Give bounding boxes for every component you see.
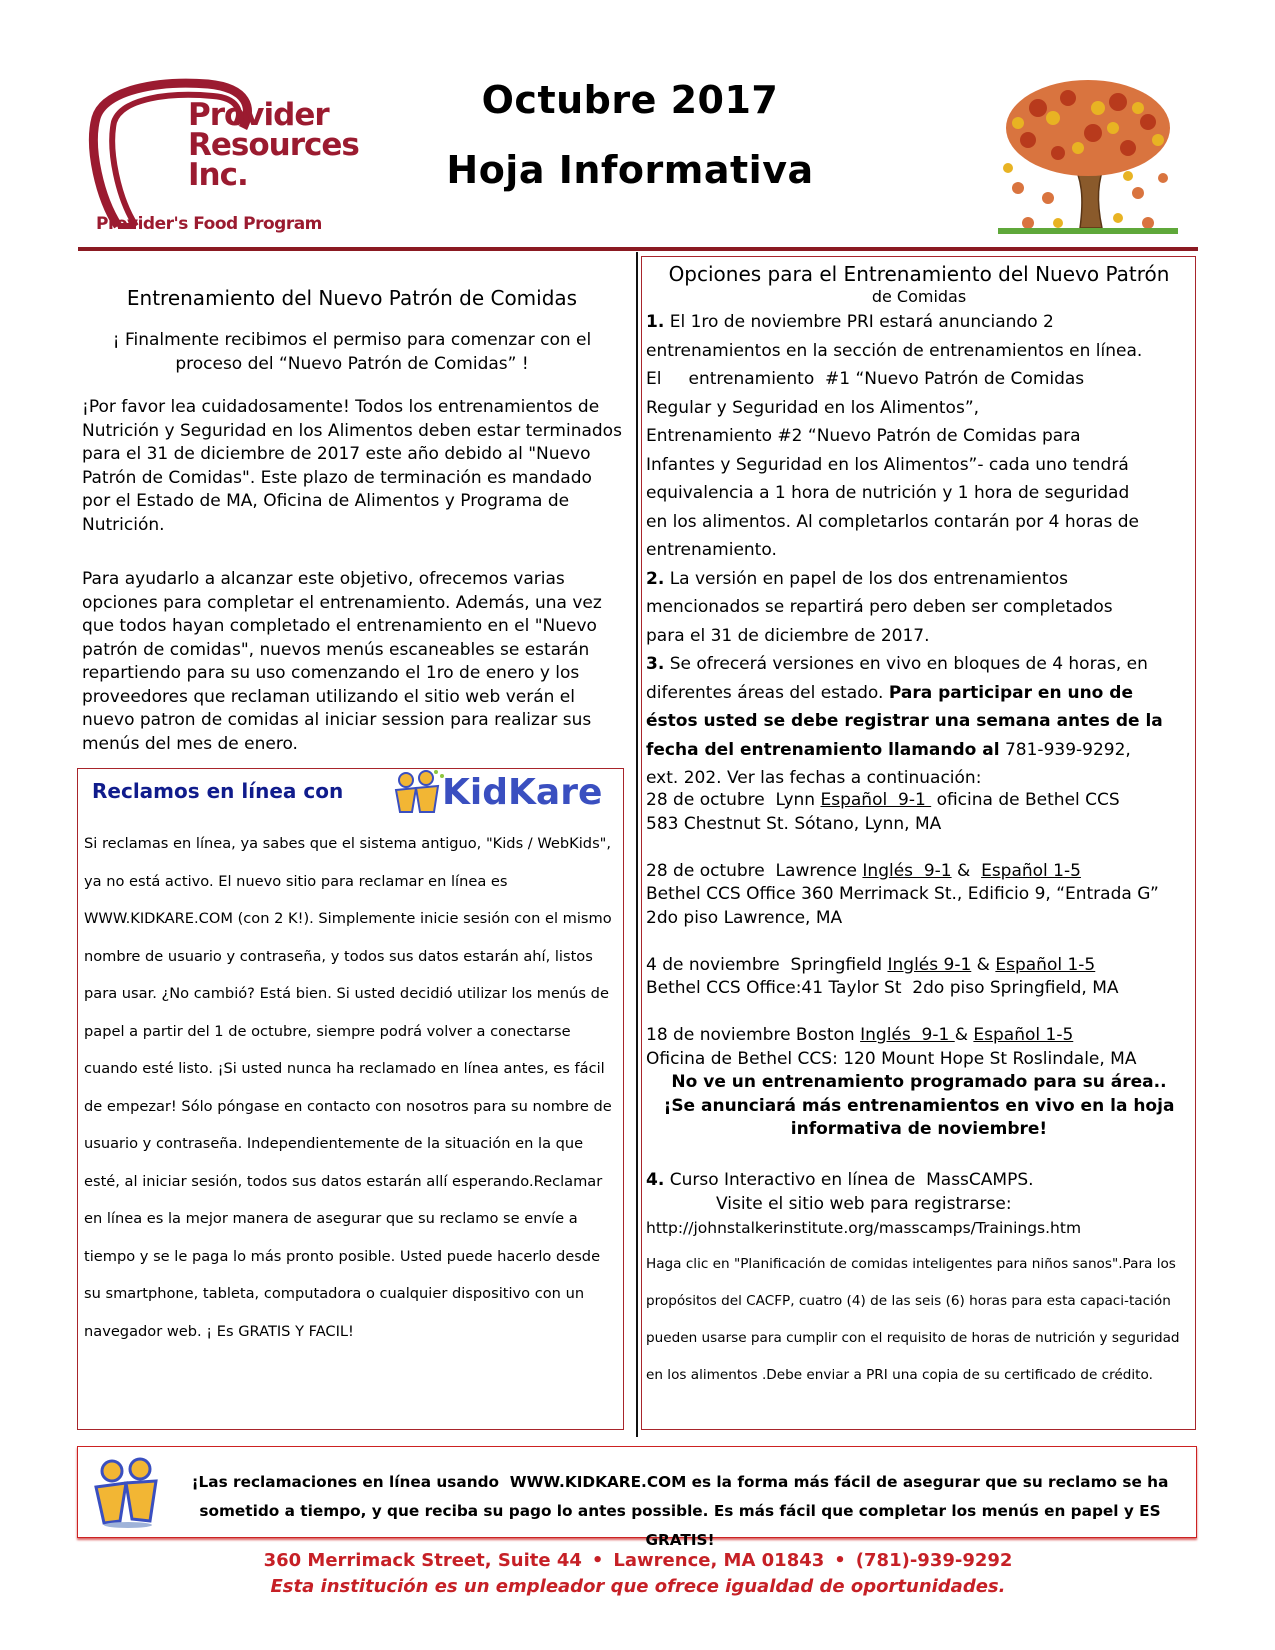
- option-text: diferentes áreas del estado.: [646, 682, 889, 703]
- option-text: Visite el sitio web para registrarse:: [716, 1194, 1012, 1214]
- logo-line-3: Inc.: [188, 157, 248, 193]
- option-text: Infantes y Seguridad en los Alimentos”- cada uno tendrá: [646, 454, 1129, 475]
- session-address: Bethel CCS Office 360 Merrimack St., Edificio 9, “Entrada G” 2do piso Lawrence, MA: [646, 884, 1170, 928]
- option-text: en los alimentos. Al completarlos contarán por 4 horas de: [646, 511, 1139, 532]
- masscamps-url-link[interactable]: http://johnstalkerinstitute.org/masscamps/Trainings.htm: [646, 1219, 1082, 1237]
- option-text: entrenamientos en la sección de entrenamientos en línea.: [646, 340, 1143, 361]
- left-intro: ¡ Finalmente recibimos el permiso para comenzar con el proceso del “Nuevo Patrón de Comidas” !: [112, 330, 592, 374]
- session-item: [646, 1024, 1192, 1071]
- session-language-link[interactable]: Español 1-5: [973, 1025, 1074, 1045]
- option-text: para el 31 de diciembre de 2017.: [646, 625, 930, 646]
- option-text: El entrenamiento #1 “Nuevo Patrón de Comidas: [646, 369, 1085, 389]
- left-paragraph-1: ¡Por favor lea cuidadosamente! Todos los entrenamientos de Nutrición y Seguridad en los Alimentos deben estar terminados para el 31 de diciembre de 2017 este año debido al "Nuevo Patrón de Comidas". Este plazo de terminación es mandado por el Estado de MA, Oficina de Alimentos y Programa de Nutrición.: [82, 397, 622, 535]
- session-date-city: 4 de noviembre Springfield: [646, 954, 888, 975]
- right-section-heading: Opciones para el Entrenamiento del Nuevo Patrón: [668, 262, 1170, 286]
- option-text: equivalencia a 1 hora de nutrición y 1 hora de seguridad: [646, 483, 1130, 503]
- training-options-list: [646, 308, 1192, 793]
- option-number: 4.: [646, 1170, 665, 1190]
- session-location: oficina de Bethel CCS: [931, 790, 1120, 810]
- right-section-heading-2: de Comidas: [871, 287, 967, 306]
- banner-line: sometido a tiempo, y que reciba su pago lo antes possible. Es más fácil que completar los menús en papel y ES GRATIS!: [199, 1502, 1161, 1549]
- session-item: [646, 789, 1192, 836]
- note-line: ¡Se anunciará más entrenamientos en vivo en la hoja: [663, 1095, 1175, 1116]
- session-address: 583 Chestnut St. Sótano, Lynn, MA: [646, 813, 942, 834]
- option-text: La versión en papel de los dos entrenamientos: [664, 568, 1068, 589]
- session-amp: &: [954, 1025, 974, 1045]
- schedule-note: [646, 1071, 1192, 1142]
- session-date-city: 28 de octubre Lawrence: [646, 860, 863, 881]
- session-language-link[interactable]: Inglés 9-1: [860, 1025, 955, 1045]
- session-date-city: 18 de noviembre Boston: [646, 1025, 861, 1045]
- session-address: Oficina de Bethel CCS: 120 Mount Hope St Roslindale, MA: [646, 1048, 1137, 1069]
- session-language-link[interactable]: Español 1-5: [995, 954, 1096, 975]
- left-paragraph-2: Para ayudarlo a alcanzar este objetivo, ofrecemos varias opciones para completar el entrenamiento. Además, una vez que todos hayan completado el entrenamiento en el "Nuevo patrón de comidas", nuevos menús escaneables se estarán repartiendo para su uso comenzando el 1ro de enero y los proveedores que reclaman utilizando el sitio web verán el nuevo patron de comidas al iniciar session para realizar sus menús del mes de enero.: [82, 569, 602, 754]
- option-3: [646, 650, 1192, 679]
- option-text: mencionados se repartirá pero deben ser completados: [646, 597, 1113, 617]
- option-number: 3.: [646, 654, 665, 674]
- session-language-link[interactable]: Español 9-1: [820, 790, 932, 810]
- kidkare-logo: [392, 768, 603, 818]
- session-address: Bethel CCS Office:41 Taylor St 2do piso Springfield, MA: [646, 978, 1119, 998]
- logo-line-1: Provider: [188, 97, 329, 133]
- session-amp: &: [971, 954, 996, 975]
- option-4: [646, 1168, 1192, 1240]
- kidkare-title: Reclamos en línea con: [92, 779, 344, 803]
- option-text: entrenamiento.: [646, 540, 777, 560]
- footer-separator: •: [591, 1550, 604, 1571]
- option-text: ext. 202. Ver las fechas a continuación:: [646, 768, 982, 788]
- option-text-bold: éstos usted se debe registrar una semana antes de la: [646, 711, 1163, 731]
- kidkare-logo-text: KidKare: [442, 772, 603, 813]
- option-4-details: Haga clic en "Planificación de comidas inteligentes para niños sanos".Para los propósitos del CACFP, cuatro (4) de las seis (6) horas para esta capaci-tación pueden usarse para cumplir con el requisito de horas de nutrición y seguridad en los alimentos .Debe enviar a PRI una copia de su certificado de crédito.: [646, 1256, 1180, 1383]
- kidkare-kids-icon: [392, 770, 444, 816]
- option-text: Entrenamiento #2 “Nuevo Patrón de Comidas para: [646, 426, 1081, 446]
- logo-tagline: Provider's Food Program: [96, 214, 322, 234]
- option-1: [646, 308, 1192, 337]
- newsletter-title: Hoja Informativa: [446, 148, 814, 192]
- option-text-bold: Para participar en uno de: [888, 682, 1133, 703]
- note-line: No ve un entrenamiento programado para su área..: [671, 1072, 1167, 1092]
- footer-phone: (781)-939-9292: [855, 1550, 1013, 1571]
- kidkare-kids-icon: [92, 1457, 162, 1529]
- session-list: [646, 789, 1192, 1071]
- option-2: [646, 565, 1192, 594]
- banner-line: ¡Las reclamaciones en línea usando WWW.KIDKARE.COM es la forma más fácil de asegurar que su reclamo se ha: [191, 1473, 1169, 1491]
- session-item: [646, 954, 1192, 1001]
- session-language-link[interactable]: Inglés 9-1: [887, 954, 972, 975]
- session-language-link[interactable]: Inglés 9-1: [862, 860, 952, 881]
- option-text: Se ofrecerá versiones en vivo en bloques de 4 horas, en: [664, 654, 1148, 674]
- kidkare-body: Si reclamas en línea, ya sabes que el sistema antiguo, "Kids / WebKids", ya no está activo. El nuevo sitio para reclamar en línea es WWW.KIDKARE.COM (con 2 K!). Simplemente inicie sesión con el mismo nombre de usuario y contraseña, y todos sus datos estarán ahí, listos para usar. ¿No cambió? Está bien. Si usted decidió utilizar los menús de papel a partir del 1 de octubre, siempre podrá volver a conectarse cuando esté listo. ¡Si usted nunca ha reclamado en línea antes, es fácil de empezar! Sólo póngase en contacto con nosotros para su nombre de usuario y contraseña. Independientemente de la situación en la que esté, al iniciar sesión, todos sus datos estarán allí esperando.Reclamar en línea es la mejor manera de asegurar que su reclamo se envíe a tiempo y se le paga lo más pronto posible. Usted puede hacerlo desde su smartphone, tableta, computadora o cualquier dispositivo con un navegador web. ¡ Es GRATIS Y FACIL!: [84, 835, 612, 1340]
- option-number: 2.: [646, 568, 665, 589]
- header-divider: [78, 247, 1198, 251]
- footer-city: Lawrence, MA 01843: [613, 1550, 825, 1571]
- autumn-tree-icon: [998, 78, 1178, 238]
- provider-resources-logo: [78, 78, 358, 248]
- column-divider: [636, 252, 638, 1437]
- session-date-city: 28 de octubre Lynn: [646, 790, 821, 810]
- footer-separator: •: [834, 1550, 846, 1571]
- newsletter-month-title: Octubre 2017: [481, 78, 779, 122]
- option-text: Curso Interactivo en línea de MassCAMPS.: [664, 1170, 1034, 1190]
- note-line: informativa de noviembre!: [790, 1119, 1048, 1139]
- phone-number: 781-939-9292,: [999, 739, 1131, 760]
- option-text-bold: fecha del entrenamiento llamando al: [646, 739, 1000, 760]
- session-item: [646, 860, 1192, 931]
- session-amp: &: [951, 860, 982, 881]
- banner-message: [170, 1468, 1190, 1555]
- option-text: El 1ro de noviembre PRI estará anunciando 2: [664, 312, 1054, 332]
- option-number: 1.: [646, 312, 665, 332]
- footer-contact: [78, 1550, 1198, 1571]
- logo-line-2: Resources: [188, 127, 359, 163]
- footer-address: 360 Merrimack Street, Suite 44: [263, 1550, 582, 1571]
- session-language-link[interactable]: Español 1-5: [981, 860, 1081, 881]
- left-section-heading: Entrenamiento del Nuevo Patrón de Comidas: [126, 286, 578, 310]
- equal-opportunity-statement: Esta institución es un empleador que ofrece igualdad de oportunidades.: [270, 1576, 1006, 1597]
- option-text: Regular y Seguridad en los Alimentos”,: [646, 397, 980, 418]
